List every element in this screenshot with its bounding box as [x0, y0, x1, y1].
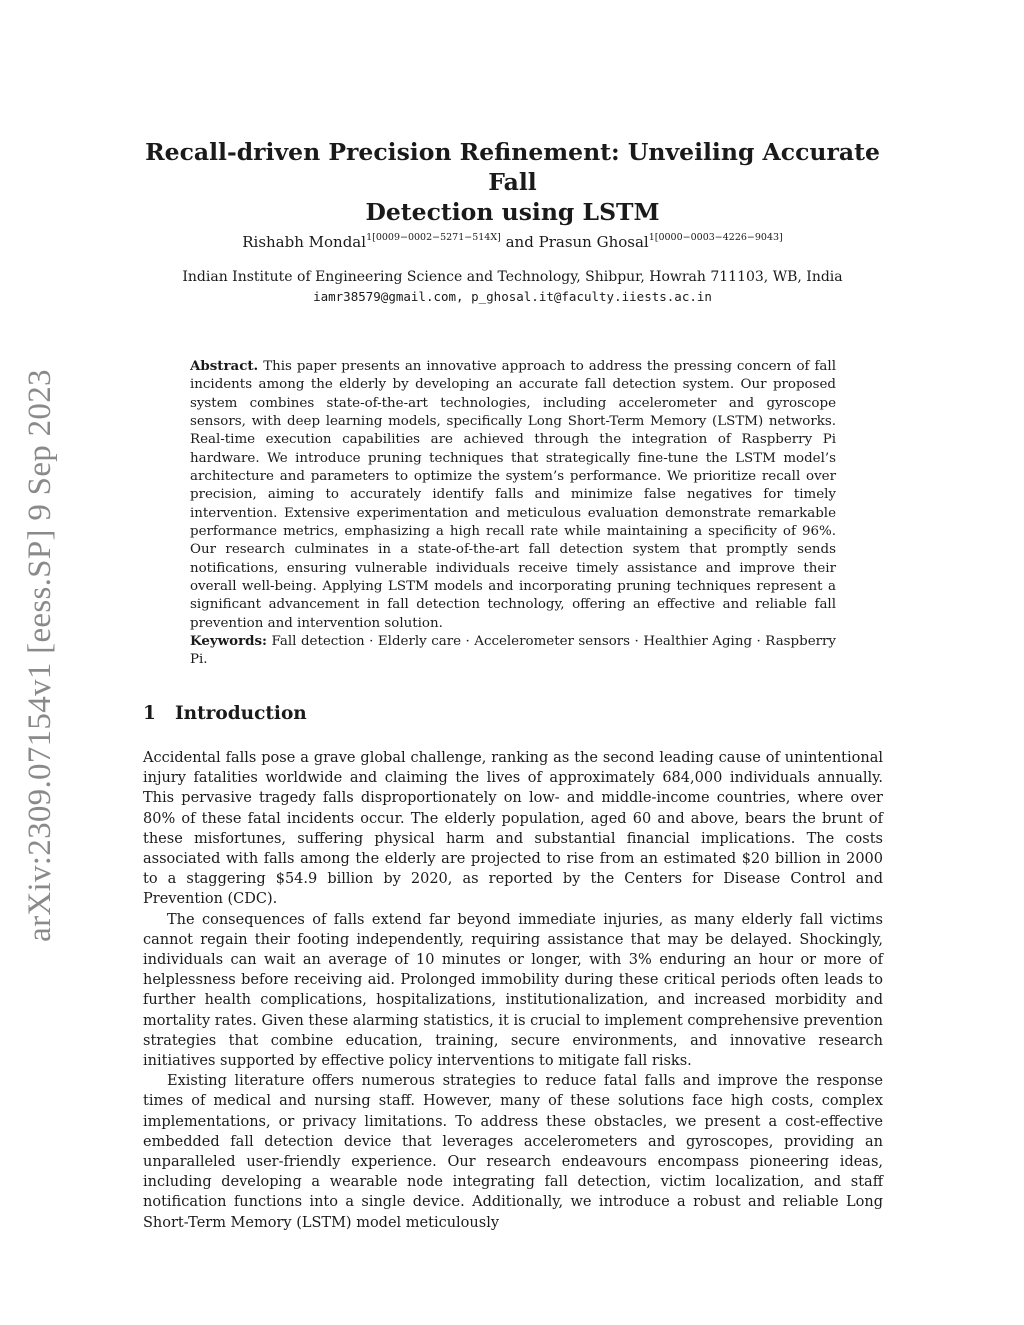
- section-number: 1: [143, 703, 156, 724]
- paragraph-3: Existing literature offers numerous strategies to reduce fatal falls and improve the response times of medical and nursing staff. However, many of these solutions face high costs, complex implementations, or privacy limitations. To address these obstacles, we present a cost-effective embedded fall detection device that leverages accelerometers and gyroscopes, providing an unparalleled user-friendly experience. Our research endeavours encompass pioneering ideas, including developing a wearable node integrating fall detection, victim localization, and staff notification functions into a single device. Additionally, we introduce a robust and reliable Long Short-Term Memory (LSTM) model meticulously: [143, 1073, 883, 1231]
- author-2-name: Prasun Ghosal: [538, 233, 649, 251]
- paragraph-1: Accidental falls pose a grave global challenge, ranking as the second leading cause of unintentional injury fatalities worldwide and claiming the lives of approximately 684,000 individuals annually. This pervasive tragedy falls disproportionately on low- and middle-income countries, where over 80% of these fatal incidents occur. The elderly population, aged 60 and above, bears the brunt of these misfortunes, suffering physical harm and substantial financial implications. The costs associated with falls among the elderly are projected to rise from an estimated $20 billion in 2000 to a staggering $54.9 billion by 2020, as reported by the Centers for Disease Control and Prevention (CDC).: [143, 750, 883, 908]
- title-line-1: Recall-driven Precision Refinement: Unveiling Accurate Fall: [145, 138, 880, 196]
- author-list: [140, 232, 885, 251]
- keywords-label: Keywords:: [190, 633, 268, 649]
- arxiv-stamp: [8, 360, 72, 950]
- abstract-label: Abstract.: [190, 358, 259, 374]
- author-2-orcid: 1[0000−0003−4226−9043]: [648, 232, 783, 243]
- abstract-text: This paper presents an innovative approach to address the pressing concern of fall incidents among the elderly by developing an accurate fall detection system. Our proposed system combines state-of-the-art technologies, including accelerometer and gyroscope sensors, with deep learning models, specifically Long Short-Term Memory (LSTM) networks. Real-time execution capabilities are achieved through the integration of Raspberry Pi hardware. We introduce pruning techniques that strategically fine-tune the LSTM model’s architecture and parameters to optimize the system’s performance. We prioritize recall over precision, aiming to accurately identify falls and minimize false negatives for timely intervention. Extensive experimentation and meticulous evaluation demonstrate remarkable performance metrics, emphasizing a high recall rate while maintaining a specificity of 96%. Our research culminates in a state-of-the-art fall detection system that promptly sends notifications, ensuring vulnerable individuals receive timely assistance and improve their overall well-being. Applying LSTM models and incorporating pruning techniques represent a significant advancement in fall detection technology, offering an effective and reliable fall prevention and intervention solution.: [190, 359, 836, 631]
- keywords-text: Fall detection · Elderly care · Accelerometer sensors · Healthier Aging · Raspberry Pi.: [190, 634, 836, 668]
- author-1-name: Rishabh Mondal: [242, 233, 367, 251]
- arxiv-stamp-text: arXiv:2309.07154v1 [eess.SP] 9 Sep 2023: [21, 368, 58, 942]
- affiliation-block: [140, 268, 885, 306]
- paragraph-2: The consequences of falls extend far beyond immediate injuries, as many elderly fall victims cannot regain their footing independently, requiring assistance that may be delayed. Shockingly, individuals can wait an average of 10 minutes or longer, with 3% enduring an hour or more of helplessness before receiving aid. Prolonged immobility during these critical periods often leads to further health complications, hospitalizations, institutionalization, and increased morbidity and mortality rates. Given these alarming statistics, it is crucial to implement comprehensive prevention strategies that combine education, training, secure environments, and innovative research initiatives supported by effective policy interventions to mitigate fall risks.: [143, 911, 883, 1070]
- author-joiner: and: [505, 233, 534, 251]
- author-1-orcid: 1[0009−0002−5271−514X]: [366, 232, 501, 243]
- paper-title: [140, 137, 885, 227]
- introduction-body: [143, 748, 883, 1233]
- abstract: [190, 357, 836, 633]
- section-title: Introduction: [175, 703, 307, 724]
- section-heading: [143, 703, 307, 724]
- author-emails[interactable]: iamr38579@gmail.com, p_ghosal.it@faculty.iiests.ac.in: [313, 289, 712, 304]
- keywords: [190, 632, 836, 670]
- affiliation: Indian Institute of Engineering Science and Technology, Shibpur, Howrah 711103, WB, India: [182, 269, 843, 285]
- title-line-2: Detection using LSTM: [365, 198, 660, 226]
